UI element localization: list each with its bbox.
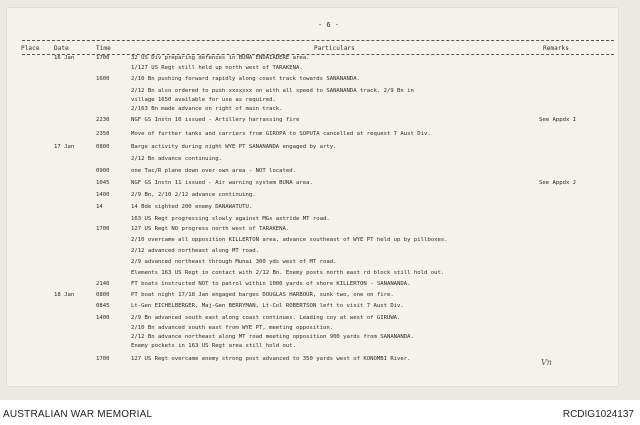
entry-particulars: 2/12 Bn advance northeast along MT road meeting opposition 900 yards from SANANANDA.: [131, 334, 414, 340]
entry-time: 1600: [96, 76, 110, 82]
diary-entry-row: [7, 116, 618, 125]
entry-particulars: 163 US Regt progressing slowly against MGs astride MT road.: [131, 216, 330, 222]
entry-remarks: See Appdx J: [539, 180, 577, 186]
entry-particulars: 14 Bde sighted 200 enemy DANAWATUTU.: [131, 204, 253, 210]
header-date: Date: [54, 45, 69, 52]
entry-time: 0900: [96, 168, 110, 174]
diary-entry-row: [7, 333, 618, 342]
entry-particulars: 2/9 Bn, 2/10 2/12 advance continuing.: [131, 192, 256, 198]
entry-time: 0800: [96, 292, 110, 298]
entry-particulars: one Tac/R plane down over own area - NOT located.: [131, 168, 297, 174]
diary-entry-row: [7, 236, 618, 245]
entry-particulars: NGF GS Instn 10 issued - Artillery harrassing fire: [131, 117, 300, 123]
diary-entry-row: [7, 130, 618, 139]
diary-entry-row: [7, 179, 618, 188]
entry-particulars: Lt-Gen EICHELBERGER, Maj-Gen BERRYMAN, Lt-Col ROBERTSON left to visit 7 Aust Div.: [131, 303, 404, 309]
entry-particulars: NGF GS Instn 11 issued - Air warning system BUNA area.: [131, 180, 313, 186]
footer-record-id: RCDIG1024137: [562, 409, 634, 420]
entry-time: 2140: [96, 281, 110, 287]
entry-date: 16 Jan: [54, 55, 75, 61]
entry-time: 0845: [96, 303, 110, 309]
entry-time: 14: [96, 204, 103, 210]
header-particulars: Particulars: [314, 45, 355, 52]
entry-particulars: 32 US Div preparing defences in BUNA ENDAIADERE area.: [131, 55, 310, 61]
diary-entry-row: [7, 54, 618, 63]
entry-remarks: See Appdx I: [539, 117, 577, 123]
entry-particulars: 1/127 US Regt still held up north west of TARAKENA.: [131, 65, 303, 71]
diary-entry-row: [7, 355, 618, 364]
entry-particulars: Enemy pockets in 163 US Regt area still hold out.: [131, 343, 297, 349]
entry-date: 18 Jan: [54, 292, 75, 298]
header-time: Time: [96, 45, 111, 52]
entry-time: 2350: [96, 131, 110, 137]
entry-particulars: FT boats instructed NOT to patrol within 1000 yards of shore KILLERTON - SANANANDA.: [131, 281, 411, 287]
entry-particulars: 2/9 Bn advanced south east along coast continues. Leading coy at west of GIRUWA.: [131, 315, 401, 321]
entry-particulars: PT boat night 17/18 Jan engaged barges DOUGLAS HARBOUR, sunk two, one on fire.: [131, 292, 394, 298]
diary-entry-row: [7, 105, 618, 114]
entry-time: 1700: [96, 55, 110, 61]
diary-entry-row: [7, 64, 618, 73]
diary-entry-row: [7, 324, 618, 333]
entry-time: 1400: [96, 192, 110, 198]
entry-particulars: Elements 163 US Regt in contact with 2/12 Bn. Enemy posts north east rd block still hold out.: [131, 270, 445, 276]
entry-particulars: Move of further tanks and carriers from GIROPA to SOPUTA cancelled at request 7 Aust Div.: [131, 131, 431, 137]
entry-particulars: 2/10 Bn pushing forward rapidly along coast track towards SANANANDA.: [131, 76, 361, 82]
entry-time: 1700: [96, 226, 110, 232]
entry-particulars: 2/12 advanced northeast along MT road.: [131, 248, 259, 254]
diary-entry-row: [7, 155, 618, 164]
diary-entry-row: [7, 215, 618, 224]
entry-particulars: 2/12 Bn advance continuing.: [131, 156, 222, 162]
diary-entry-row: [7, 247, 618, 256]
diary-entry-row: [7, 203, 618, 212]
diary-entry-row: [7, 143, 618, 152]
diary-entry-row: [7, 291, 618, 300]
entry-particulars: 127 US Regt overcame enemy strong post advanced to 350 yards west of KONOMBI River.: [131, 356, 411, 362]
page-number: - 6 -: [318, 21, 340, 29]
diary-entry-row: [7, 87, 618, 96]
diary-entry-row: [7, 302, 618, 311]
entry-particulars: 2/9 advanced northeast through Munai 300 yds west of MT road.: [131, 259, 337, 265]
diary-entry-row: [7, 342, 618, 351]
entry-particulars: 2/10 overcame all opposition KILLERTON area, advance southeast of WYE PT held up by pillboxes.: [131, 237, 448, 243]
diary-entry-row: [7, 258, 618, 267]
entry-time: 0800: [96, 144, 110, 150]
entry-time: 2230: [96, 117, 110, 123]
entry-particulars: 127 US Regt NO progress north west of TARAKENA.: [131, 226, 290, 232]
footer-institution: AUSTRALIAN WAR MEMORIAL: [3, 409, 153, 420]
diary-entry-row: [7, 269, 618, 278]
war-diary-page: [7, 8, 618, 386]
diary-entry-row: [7, 314, 618, 323]
handwritten-mark: Vn: [541, 358, 552, 367]
header-top-rule: [22, 40, 614, 41]
entry-time: 1700: [96, 356, 110, 362]
diary-entry-row: [7, 75, 618, 84]
diary-entry-row: [7, 191, 618, 200]
diary-entry-row: [7, 167, 618, 176]
diary-entry-row: [7, 225, 618, 234]
diary-entry-row: [7, 96, 618, 105]
entry-particulars: 2/12 Bn also ordered to push xxxxxxx on with all speed to SANANANDA track. 2/9 Bn in: [131, 88, 414, 94]
entry-time: 1045: [96, 180, 110, 186]
entry-particulars: 2/10 Bn advanced south east from WYE PT, meeting opposition.: [131, 325, 334, 331]
entry-time: 1400: [96, 315, 110, 321]
diary-entry-row: [7, 280, 618, 289]
entry-particulars: village 1650 available for use as required.: [131, 97, 276, 103]
entry-particulars: 2/163 Bn made advance on right of main track.: [131, 106, 283, 112]
header-remarks: Remarks: [543, 45, 569, 52]
entry-date: 17 Jan: [54, 144, 75, 150]
entry-particulars: Barge activity during night WYE PT SANANANDA engaged by arty.: [131, 144, 337, 150]
header-place: Place: [21, 45, 40, 52]
